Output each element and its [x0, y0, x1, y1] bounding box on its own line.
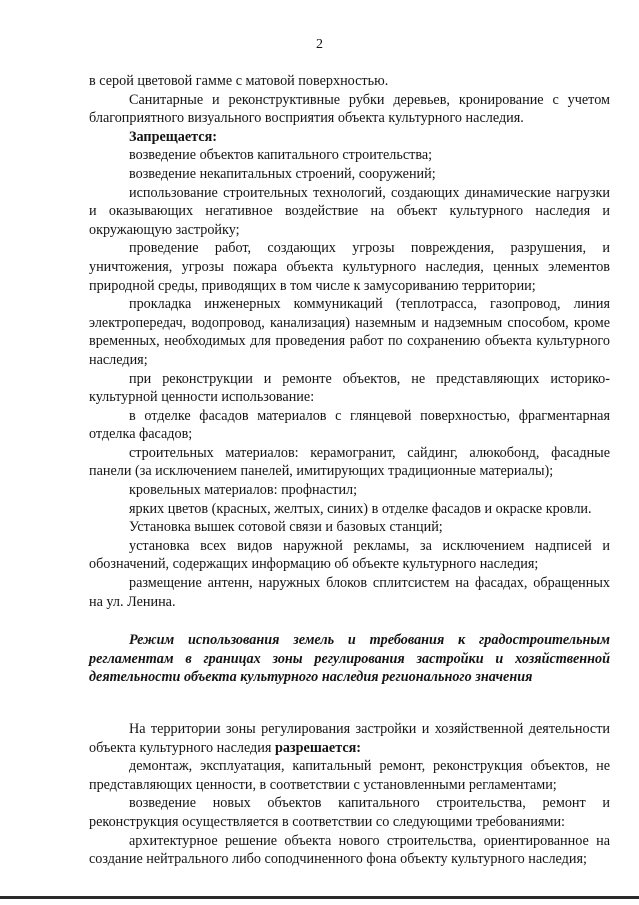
list-item: ярких цветов (красных, желтых, синих) в отделке фасадов и окраске кровли. — [129, 500, 592, 517]
list-item: установка всех видов наружной рекламы, за исключением надписей и обозначений, содержащих информацию об объекте культурного наследия; — [89, 537, 610, 573]
scan-border-line — [0, 896, 639, 899]
paragraph: в серой цветовой гамме с матовой поверхностью. — [89, 73, 389, 89]
spacer — [89, 611, 610, 631]
list-item: в отделке фасадов материалов с глянцевой поверхностью, фрагментарная отделка фасадов; — [89, 407, 610, 443]
spacer — [89, 686, 610, 720]
paragraph: Санитарные и реконструктивные рубки деревьев, кронирование с учетом благоприятного визуального восприятия объекта культурного наследия. — [89, 91, 610, 127]
section-intro — [89, 720, 610, 757]
section-intro-text: На территории зоны регулирования застройки и хозяйственной деятельности объекта культурного наследия — [89, 721, 610, 756]
list-item: кровельных материалов: профнастил; — [129, 482, 358, 499]
list-item: возведение объектов капитального строительства; — [129, 147, 433, 164]
section-heading: Режим использования земель и требования к градостроительным регламентам в границах зоны регулирования застройки и хозяйственной деятельности объекта культурного наследия регионального значения — [89, 632, 610, 685]
list-item: строительных материалов: керамогранит, сайдинг, алюкобонд, фасадные панели (за исключением панелей, имитирующих традиционные материалы); — [89, 444, 610, 480]
list-item: возведение некапитальных строений, сооружений; — [129, 165, 436, 182]
list-item: использование строительных технологий, создающих динамические нагрузки и оказывающих негативное воздействие на объект культурного наследия и окружающую застройку; — [89, 184, 610, 238]
list-item: проведение работ, создающих угрозы повреждения, разрушения, и уничтожения, угрозы пожара объекта культурного наследия, ценных элементов природной среды, приводящих в том числе к замусориванию территории; — [89, 240, 610, 294]
document-body — [89, 72, 610, 869]
allowed-label: разрешается: — [274, 739, 362, 756]
page-number: 2 — [316, 37, 323, 52]
list-item: архитектурное решение объекта нового строительства, ориентированное на создание нейтрального либо соподчиненного фона объекту культурного наследия; — [89, 832, 610, 868]
list-item: Установка вышек сотовой связи и базовых станций; — [129, 519, 443, 536]
list-item: при реконструкции и ремонте объектов, не представляющих историко-культурной ценности использование: — [89, 370, 610, 406]
list-item: возведение новых объектов капитального строительства, ремонт и реконструкция осуществляется в соответствии со следующими требованиями: — [89, 795, 610, 831]
list-item: размещение антенн, наружных блоков сплитсистем на фасадах, обращенных на ул. Ленина. — [89, 575, 610, 610]
list-item: прокладка инженерных коммуникаций (теплотрасса, газопровод, линия электропередач, водопровод, канализация) наземным и надземным способом, кроме временных, необходимых для проведения работ по сохранению объекта культурного наследия; — [89, 296, 610, 368]
list-item: демонтаж, эксплуатация, капитальный ремонт, реконструкция объектов, не представляющих ценности, в соответствии с установленными регламентами; — [89, 758, 610, 793]
prohibited-heading: Запрещается: — [129, 128, 217, 145]
